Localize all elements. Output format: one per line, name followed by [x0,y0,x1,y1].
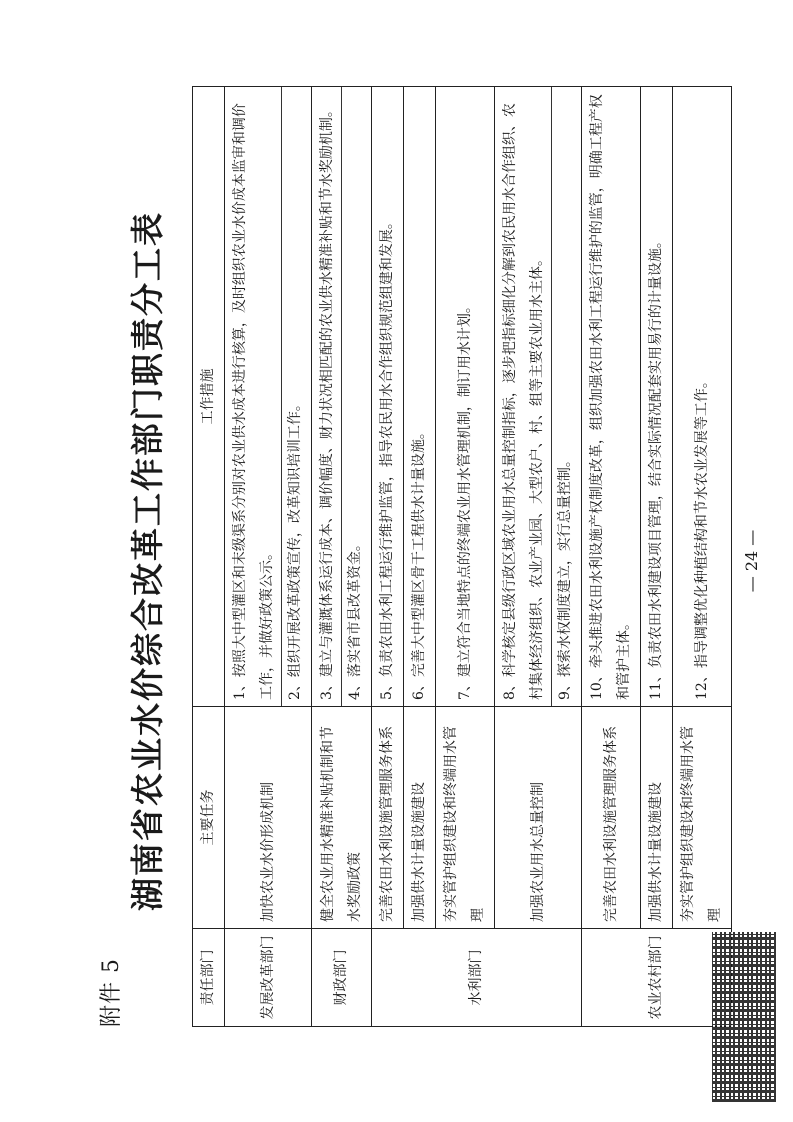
measure-item: 12、指导调整优化种植结构和节水农业发展等工作。 [693,374,710,700]
measure-item: 3、建立与灌溉体系运行成本、调价幅度、财力状况相匹配的农业供水精准补贴和节水奖励机制。 [319,103,335,700]
measure-item: 4、落实省市县改革资金。 [341,87,369,706]
dept-cell: 水利部门 [372,929,582,1027]
measures-cell [582,87,641,707]
measure-item: 2、组织开展改革政策宣传，改革知识培训工作。 [281,87,309,706]
page-title: 湖南省农业水价综合改革工作部门职责分工表 [128,211,167,911]
page-number: — 24 — [742,529,761,593]
table-row [225,87,312,1027]
measure-item: 5、负责农田水利工程运行维护监管，指导农民用水合作组织规范组建和发展。 [379,215,395,700]
table-row [641,87,673,1027]
header-dept: 责任部门 [193,929,225,1027]
task-cell: 加强供水计量设施建设 [404,707,436,929]
measure-item: 8、科学核定县级行政区域农业用水总量控制指标，逐步把指标细化分解到农民用水合作组织、农村集体经济组织、农业产业园、大型农户、村、组等主要农业用水主体。 [502,103,545,700]
dept-cell: 财政部门 [312,929,372,1027]
dept-cell: 发展改革部门 [225,929,312,1027]
measure-item: 11、负责农田水利建设项目管理，结合实际情况配套实用易行的计量设施。 [648,234,664,700]
measures-cell [225,87,312,707]
header-task: 主要任务 [193,707,225,929]
measures-cell [404,87,436,707]
measure-item: 7、建立符合当地特点的终端农业用水管理机制，制订用水计划。 [456,299,473,700]
task-cell: 夯实管护组织建设和终端用水管理 [673,707,732,929]
table-row [495,87,582,1027]
table-row [372,87,404,1027]
table-row [312,87,372,1027]
measures-cell [495,87,582,707]
responsibility-table [192,86,732,1027]
table-row [436,87,495,1027]
dept-cell: 农业农村部门 [582,929,732,1027]
task-cell: 完善农田水利设施管理服务体系 [582,707,641,929]
table-row [582,87,641,1027]
task-cell: 健全农业用水精准补贴机制和节水奖励政策 [312,707,372,929]
task-cell: 加快农业水价形成机制 [225,707,312,929]
table-row [673,87,732,1027]
table-row [404,87,436,1027]
task-cell: 完善农田水利设施管理服务体系 [372,707,404,929]
measures-cell [372,87,404,707]
measures-cell [436,87,495,707]
measure-item: 6、完善大中型灌区骨干工程供水计量设施。 [411,425,427,700]
measure-item: 9、探索水权制度建立，实行总量控制。 [551,87,579,706]
measures-cell [673,87,732,707]
header-measures: 工作措施 [193,87,225,707]
task-cell: 加强农业用水总量控制 [495,707,582,929]
measures-cell [641,87,673,707]
measure-item: 10、牵头推进农田水利设施产权制度改革，组织加强农田水利工程运行维护的监管，明确工程产权和管护主体。 [589,94,632,700]
measure-item: 1、按照大中型灌区和末级渠系分别对农业供水成本进行核算，及时组织农业水价成本监审和调价工作，并做好政策公示。 [232,103,275,700]
measures-cell [312,87,372,707]
task-cell: 夯实管护组织建设和终端用水管理 [436,707,495,929]
attachment-label: 附件 5 [99,958,124,1027]
table-header-row [193,87,225,1027]
task-cell: 加强供水计量设施建设 [641,707,673,929]
